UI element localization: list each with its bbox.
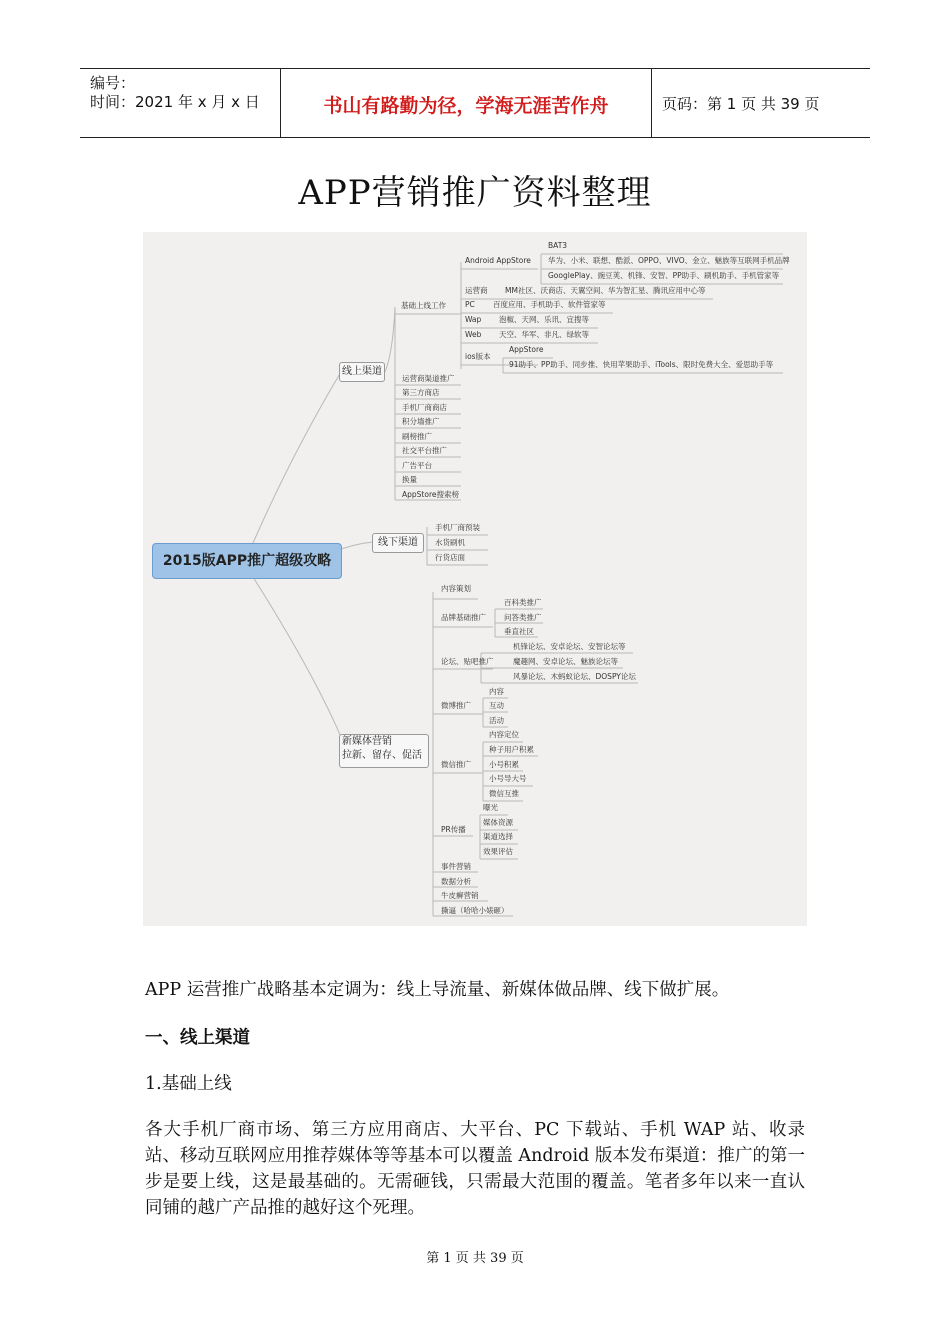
wechat-item: 种子用户积累 — [489, 745, 534, 754]
forum-node: 论坛、贴吧推广 — [441, 657, 494, 666]
online-other-item: 换量 — [402, 475, 417, 484]
offline-channel-node: 线下渠道 — [372, 533, 424, 553]
online-other-item: 积分墙推广 — [402, 417, 440, 426]
date-label: 时间：2021 年 x 月 x 日 — [90, 93, 260, 111]
android-stores-node: GooglePlay、豌豆荚、机锋、安智、PP助手、刷机助手、手机管家等 — [548, 271, 780, 280]
header-page-cell — [652, 69, 870, 137]
online-other-item: 社交平台推广 — [402, 446, 447, 455]
pr-item: 渠道选择 — [483, 832, 513, 841]
operator-node: 运营商 — [465, 286, 488, 295]
content-planning-node: 内容策划 — [441, 584, 471, 593]
ios-node: ios版本 — [465, 352, 491, 361]
brand-item: 百科类推广 — [504, 598, 542, 607]
weibo-item: 互动 — [489, 701, 504, 710]
appstore-node: AppStore — [509, 345, 544, 354]
pc-items-node: 百度应用、手机助手、软件管家等 — [493, 300, 606, 309]
brand-item: 垂直社区 — [504, 627, 534, 636]
online-other-item: 第三方商店 — [402, 388, 440, 397]
wap-node: Wap — [465, 315, 482, 324]
new-media-sublabel: 拉新、留存、促活 — [342, 750, 422, 761]
new-media-tail-item: 牛皮癣营销 — [441, 891, 479, 900]
wechat-item: 微信互推 — [489, 789, 519, 798]
wechat-item: 小号导大号 — [489, 774, 527, 783]
ios-items-node: 91助手、PP助手、同步推、快用苹果助手、iTools、限时免费大全、爱思助手等 — [509, 360, 774, 369]
serial-label: 编号： — [90, 74, 136, 92]
online-other-item: AppStore搜索榜 — [402, 490, 459, 499]
online-other-item: 运营商渠道推广 — [402, 374, 455, 383]
subsection-heading: 1.基础上线 — [145, 1074, 232, 1094]
document-title: APP营销推广资料整理 — [298, 173, 652, 213]
motto: 书山有路勤为径，学海无涯苦作舟 — [323, 95, 609, 117]
offline-item: 水货刷机 — [435, 538, 465, 547]
wechat-node: 微信推广 — [441, 760, 471, 769]
new-media-tail-item: 撕逼（哈哈小婊砸） — [441, 906, 509, 915]
weibo-node: 微博推广 — [441, 701, 471, 710]
section-heading: 一、线上渠道 — [145, 1028, 250, 1048]
new-media-label: 新媒体营销 — [342, 736, 392, 747]
mindmap-root: 2015版APP推广超级攻略 — [152, 543, 342, 579]
pr-node: PR传播 — [441, 825, 466, 834]
bat3-node: BAT3 — [548, 241, 568, 250]
brand-node: 品牌基础推广 — [441, 613, 486, 622]
online-other-item: 刷榜推广 — [402, 432, 432, 441]
page-header — [80, 68, 870, 138]
web-node: Web — [465, 330, 482, 339]
weibo-item: 内容 — [489, 687, 504, 696]
offline-item: 行货店面 — [435, 553, 465, 562]
body-paragraph: 各大手机厂商市场、第三方应用商店、大平台、PC 下载站、手机 WAP 站、收录站、移动互联网应用推荐媒体等等基本可以覆盖 Android 版本发布渠道：推广的第一步是要上线，这是最基础的。无需砸钱，只需最大范围的覆盖。笔者多年以来一直认同铺的越广产品推的越好这个死理。 — [145, 1120, 805, 1218]
online-other-item: 手机厂商商店 — [402, 403, 447, 412]
page-number-label: 页码：第 1 页 共 39 页 — [662, 95, 820, 113]
pr-item: 媒体资源 — [483, 818, 513, 827]
wechat-item: 内容定位 — [489, 730, 519, 739]
offline-item: 手机厂商预装 — [435, 523, 480, 532]
header-motto-cell — [281, 69, 652, 137]
forum-item: 机锋论坛、安卓论坛、安智论坛等 — [513, 642, 626, 651]
page-footer: 第 1 页 共 39 页 — [426, 1251, 524, 1266]
basic-work-node: 基础上线工作 — [401, 301, 446, 310]
wap-items-node: 泡椒、天网、乐讯、宜搜等 — [499, 315, 589, 324]
new-media-tail-item: 数据分析 — [441, 877, 471, 886]
forum-item: 风暴论坛、木蚂蚁论坛、DOSPY论坛 — [513, 672, 636, 681]
online-other-item: 广告平台 — [402, 461, 432, 470]
online-channel-node: 线上渠道 — [339, 362, 385, 382]
web-items-node: 天空、华军、非凡、绿软等 — [499, 330, 589, 339]
mindmap-figure — [143, 232, 807, 926]
forum-item: 魔趣网、安卓论坛、魅族论坛等 — [513, 657, 618, 666]
pr-item: 效果评估 — [483, 847, 513, 856]
pr-item: 曝光 — [483, 803, 498, 812]
new-media-tail-item: 事件营销 — [441, 862, 471, 871]
android-appstore-node: Android AppStore — [465, 256, 531, 265]
pc-node: PC — [465, 300, 475, 309]
new-media-node — [339, 734, 429, 768]
weibo-item: 活动 — [489, 716, 504, 725]
header-meta-cell — [80, 69, 281, 137]
android-vendors-node: 华为、小米、联想、酷派、OPPO、VIVO、金立、魅族等互联网手机品牌 — [548, 256, 790, 265]
intro-paragraph: APP 运营推广战略基本定调为：线上导流量、新媒体做品牌、线下做扩展。 — [145, 980, 730, 1000]
operator-items-node: MM社区、沃商店、天翼空间、华为智汇星、腾讯应用中心等 — [505, 286, 706, 295]
brand-item: 问答类推广 — [504, 613, 542, 622]
wechat-item: 小号积累 — [489, 760, 519, 769]
